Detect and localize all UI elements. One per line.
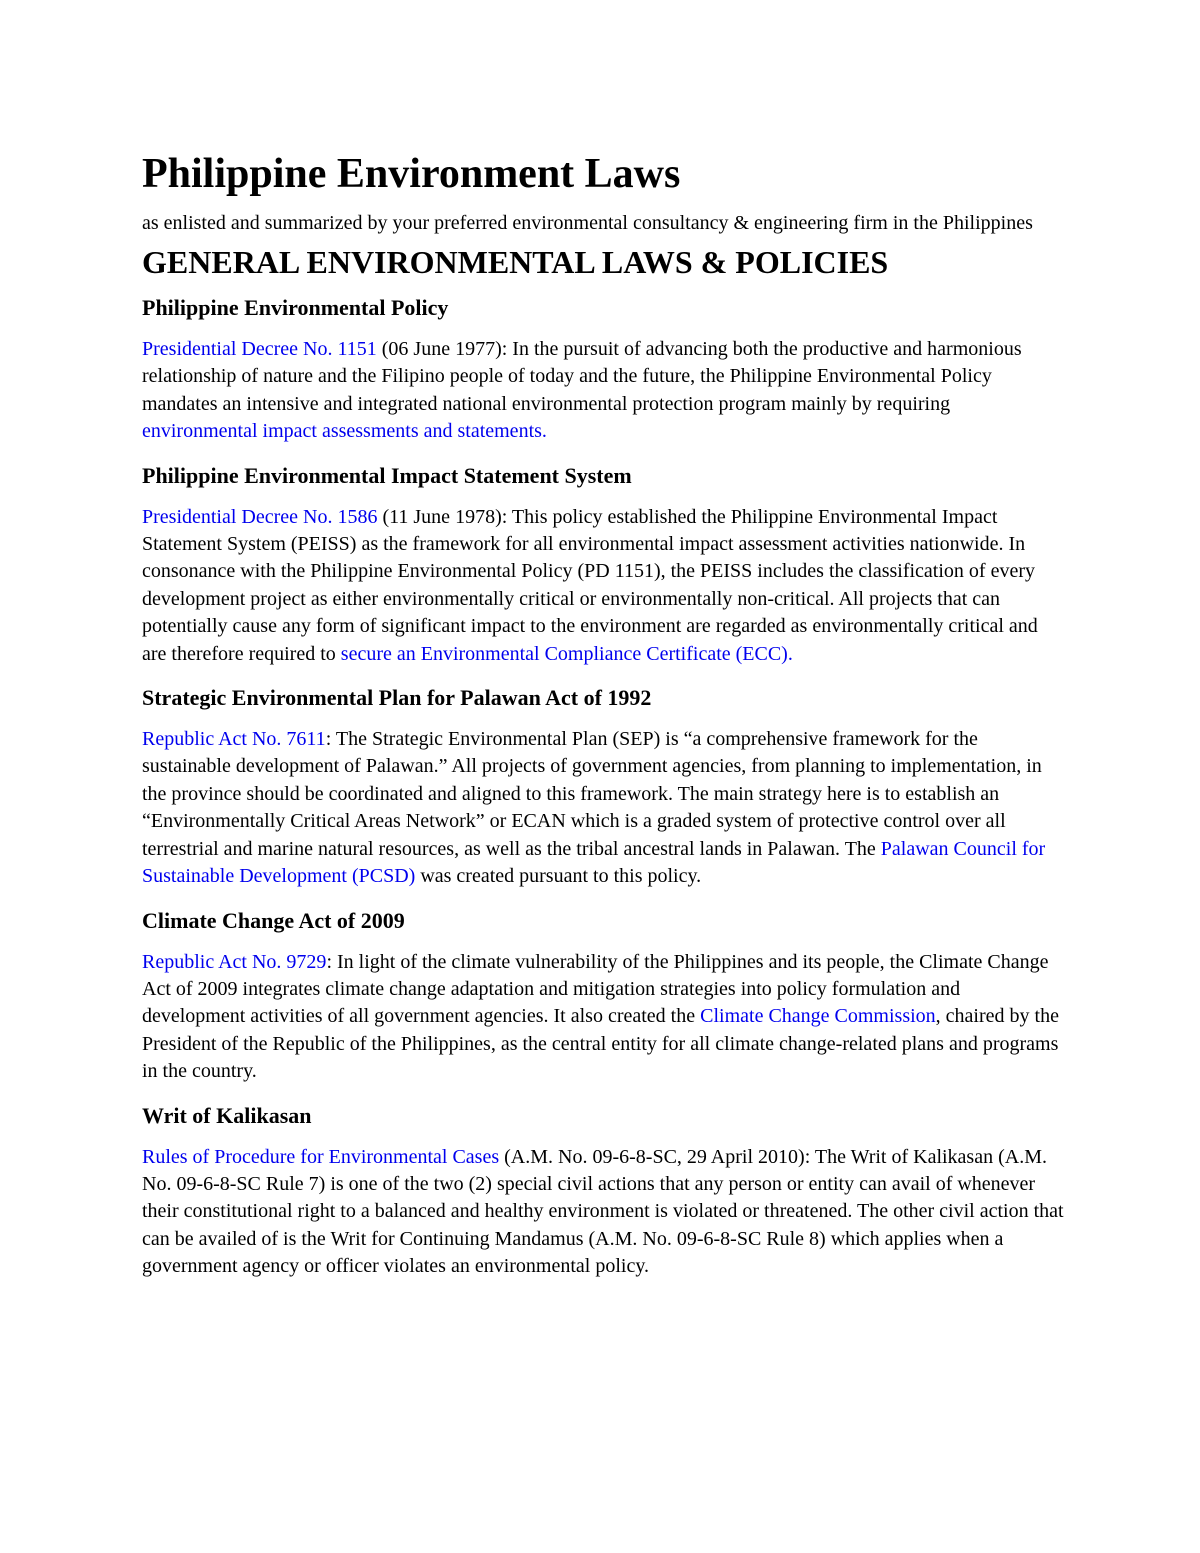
law-text: : The Strategic Environmental Plan (SEP) is “a comprehensive framework for the sustainable development of Palawan.” All projects of government agencies, from planning to implementation, in the province should be coordinated and aligned to this framework. The main strategy here is to establish an “Environmentally Critical Areas Network” or ECAN which is a graded system of protective control over all terrestrial and marine natural resources, as well as the tribal ancestral lands in Palawan. The [142, 728, 1042, 860]
law-detail-link[interactable]: Climate Change Commission [700, 1005, 936, 1028]
law-heading: Philippine Environmental Policy [142, 295, 449, 320]
section-heading: GENERAL ENVIRONMENTAL LAWS & POLICIES [142, 244, 889, 280]
law-reference-link[interactable]: Presidential Decree No. 1151 [142, 338, 377, 360]
law-reference-link[interactable]: Rules of Procedure for Environmental Cases [142, 1145, 500, 1168]
law-text: (11 June 1978): This policy established the Philippine Environmental Impact Statement System (PEISS) as the framework for all environmental impact assessment activities nationwide. In consonance with the Philippine Environmental Policy (PD 1151), the PEISS includes the classification of every development project as either environmentally critical or environmentally non-critical. All projects that can potentially cause any form of significant impact to the environment are regarded as environmentally critical and are therefore required to [142, 505, 1038, 665]
law-heading: Strategic Environmental Plan for Palawan Act of 1992 [142, 685, 652, 711]
law-section [142, 907, 1067, 1086]
law-paragraph [142, 1144, 1067, 1281]
law-paragraph [142, 949, 1067, 1086]
law-text: : In light of the climate vulnerability of the Philippines and its people, the Climate Change Act of 2009 integrates climate change adaptation and mitigation strategies into policy formulation and development activities of all government agencies. It also created the [142, 950, 1049, 1028]
law-heading: Philippine Environmental Impact Statement System [142, 462, 632, 488]
law-detail-link[interactable]: secure an Environmental Compliance Certificate (ECC). [340, 642, 793, 665]
law-paragraph [142, 726, 1067, 890]
law-heading: Climate Change Act of 2009 [142, 907, 405, 933]
document-page [142, 150, 1067, 1297]
law-reference-link[interactable]: Presidential Decree No. 1586 [142, 505, 378, 528]
law-text: (A.M. No. 09-6-8-SC, 29 April 2010): The Writ of Kalikasan (A.M. No. 09-6-8-SC Rule 7) is one of the two (2) special civil actions that any person or entity can avail of whenever their constitutional right to a balanced and healthy environment is violated or threatened. The other civil action that can be availed of is the Writ for Continuing Mandamus (A.M. No. 09-6-8-SC Rule 8) which applies when a government agency or officer violates an environmental policy. [142, 1145, 1064, 1278]
document-subtitle: as enlisted and summarized by your preferred environmental consultancy & engineering firm in the Philippines [142, 212, 1033, 234]
law-text-end: was created pursuant to this policy. [415, 865, 702, 888]
law-detail-link[interactable]: environmental impact assessments and statements. [142, 420, 547, 443]
law-section [142, 462, 1067, 668]
law-section [142, 684, 1067, 890]
law-reference-link[interactable]: Republic Act No. 9729 [142, 950, 327, 973]
law-detail-link[interactable]: Palawan Council for Sustainable Development (PCSD) [142, 837, 1046, 888]
law-paragraph [142, 504, 1067, 668]
law-section [142, 1102, 1067, 1281]
law-text: (06 June 1977): In the pursuit of advancing both the productive and harmonious relationship of nature and the Filipino people of today and the future, the Philippine Environmental Policy mandates an intensive and integrated national environmental protection program mainly by requiring [142, 338, 1022, 415]
law-reference-link[interactable]: Republic Act No. 7611 [142, 728, 326, 751]
law-heading: Writ of Kalikasan [142, 1102, 312, 1128]
document-title: Philippine Environment Laws [142, 151, 681, 197]
law-text-end: , chaired by the President of the Republic of the Philippines, as the central entity for all climate change-related plans and programs in the country. [142, 1005, 1059, 1083]
law-paragraph [142, 336, 1067, 446]
law-section [142, 294, 1067, 446]
